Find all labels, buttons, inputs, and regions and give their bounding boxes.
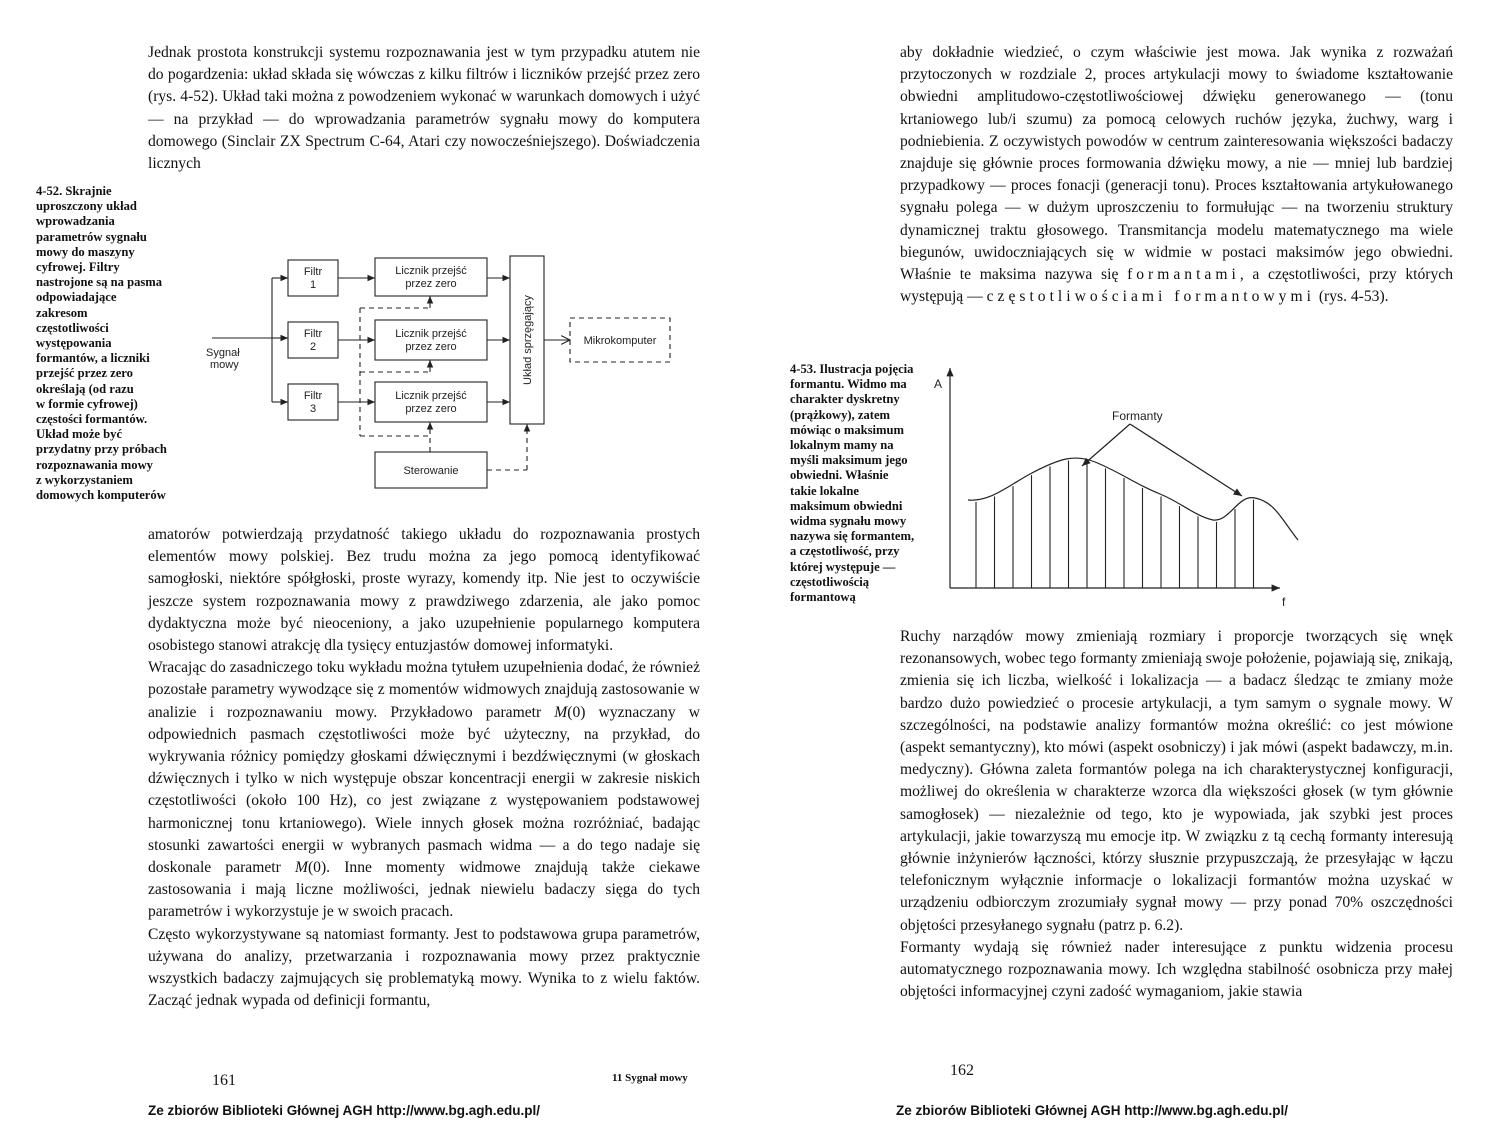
- counter-2-label: Licznik przejść: [395, 328, 467, 340]
- running-head: 11 Sygnał mowy: [612, 1072, 688, 1084]
- page-number-left: 161: [212, 1072, 236, 1089]
- filter-1-label: Filtr: [303, 266, 323, 278]
- right-paragraph-1: aby dokładnie wiedzieć, o czym właściwie jest mowa. Jak wynika z rozważań przytoczonych w rozdziale 2, proces artykulacji mowy to świadome kształtowanie obwiedni amplitudowo-częstotliwościowej dźwięku generowanego — (tonu krtaniowego lub/i szumu) za pomocą celowych ruchów języka, żuchwy, warg i podniebienia. Z oczywistych powodów w centrum zainteresowania większości badaczy znajduje się głównie proces formowania dźwięku mowy, a nie — mniej lub bardziej przypadkowy — proces fonacji (generacji tonu). Proces kształtowania artykułowanego sygnału polega — w dużym uproszczeniu to formułując — na tworzeniu struktury dynamicznej traktu głosowego. Transmitancja modelu matematycznego ma wiele biegunów, uwidoczniających się w widmie w postaci maksimów jego obwiedni. Właśnie te maksima nazywa się formantami, a częstotliwości, przy których występują — częstotliwościami formantowymi (rys. 4-53).: [900, 44, 1453, 306]
- counter-3-box: [375, 382, 487, 422]
- block-diagram-4-52: [200, 248, 690, 498]
- counter-1-box: [375, 258, 487, 296]
- counter-2-box: [375, 320, 487, 360]
- filter-3-label: Filtr: [303, 390, 323, 402]
- filter-1-number: 1: [309, 279, 317, 291]
- right-body-continued: [900, 626, 1453, 1003]
- counter-2-sub: przez zero: [405, 341, 457, 353]
- figure-4-53-caption: 4-53. Ilustracja pojęcia formantu. Widmo ma charakter dyskretny (prążkowy), zatem mówiąc o maksimum lokalnym mamy na myśli maksimum jego obwiedni. Właśnie takie lokalne maksimum obwiedni widma sygnału mowy nazywa się formantem, a częstotliwość, przy której występuje — częstotliwością formantową: [790, 362, 915, 605]
- footer-right: Ze zbiorów Biblioteki Głównej AGH http://www.bg.agh.edu.pl/: [896, 1103, 1288, 1118]
- footer-left: Ze zbiorów Biblioteki Głównej AGH http://www.bg.agh.edu.pl/: [148, 1103, 540, 1118]
- coupler-label: Układ sprzęgający: [522, 295, 534, 385]
- filter-2-number: 2: [309, 341, 317, 353]
- left-paragraph-3: Wracając do zasadniczego toku wykładu można tytułem uzupełnienia dodać, że również pozostałe parametry wywodzące się z momentów widmowych znajdują zastosowanie w analizie i rozpoznawaniu mowy. Przykładowo parametr M(0) wyznaczany w odpowiednich pasmach częstotliwości może być użyteczny, na przykład, do wykrywania różnicy pomiędzy głoskami dźwięcznymi i bezdźwięcznymi (w głoskach dźwięcznych i tylko w nich występuje obszar koncentracji energii w zakresie niskich częstotliwości (około 100 Hz), co jest związane z występowaniem podstawowej harmonicznej tonu krtaniowego). Wiele innych głosek można rozróżniać, badając stosunki zawartości energii w wybranych pasmach widma — a do tego nadaje się doskonale parametr M(0). Inne momenty widmowe znajdują także ciekawe zastosowania i mają liczne możliwości, jednak niewielu badaczy sięga do tych parametrów i wykorzystuje je w swoich pracach.: [148, 659, 700, 921]
- formant-figure-4-53: [930, 362, 1320, 608]
- control-label: Sterowanie: [403, 465, 459, 477]
- computer-label: Mikrokomputer: [583, 335, 657, 347]
- counter-3-sub: przez zero: [405, 403, 457, 415]
- right-paragraph-3: Formanty wydają się również nader interesujące z punktu widzenia procesu automatycznego rozpoznawania mowy. Ich względna stabilność osobnicza przy małej objętości informacyjnej czyni zadość wymaganiom, jakie stawia: [900, 938, 1453, 1001]
- input-label: Sygnał: [206, 347, 240, 359]
- filter-2-label: Filtr: [303, 328, 323, 340]
- filter-3-number: 3: [309, 403, 317, 415]
- left-paragraph-4: Często wykorzystywane są natomiast formanty. Jest to podstawowa grupa parametrów, używana do analizy, przetwarzania i rozpoznawania mowy przez praktycznie wszystkich badaczy zajmujących się problematyką mowy. Wynika to z wielu faktów. Zacząć jednak wypada od definicji formantu,: [148, 925, 700, 1010]
- spectral-lines: [976, 461, 1254, 588]
- page-number-right: 162: [950, 1062, 974, 1079]
- left-paragraph-1: Jednak prostota konstrukcji systemu rozpoznawania jest w tym przypadku atutem nie do pogardzenia: układ składa się wówczas z kilku filtrów i liczników przejść przez zero (rys. 4-52). Układ taki można z powodzeniem wykonać w warunkach domowych i użyć — na przykład — do wprowadzania parametrów sygnału mowy do komputera domowego (Sinclair ZX Spectrum C-64, Atari czy nowocześniejszego). Doświadczenia licznych: [148, 44, 700, 173]
- right-page: [750, 0, 1500, 1127]
- input-label-2: mowy: [210, 359, 239, 371]
- x-axis-label: f: [1282, 595, 1286, 608]
- left-paragraph-2: amatorów potwierdzają przydatność takiego układu do rozpoznawania prostych elementów mowy polskiej. Bez trudu można za jego pomocą identyfikować samogłoski, niektóre spółgłoski, proste wyrazy, komendy itp. Nie jest to oczywiście jeszcze system rozpoznawania mowy z prawdziwego zdarzenia, ale jako pomoc dydaktyczna może być nieoceniony, a jako uzupełnienie popularnego komputera osobistego stanowi atrakcję dla tysięcy entuzjastów domowej informatyki.: [148, 526, 700, 655]
- counter-1-sub: przez zero: [405, 278, 457, 290]
- counter-3-label: Licznik przejść: [395, 390, 467, 402]
- figure-4-52-caption: 4-52. Skrajnie uproszczony układ wprowadzania parametrów sygnału mowy do maszyny cyfrowej. Filtry nastrojone są na pasma odpowiadające zakresom częstotliwości występowania formantów, a liczniki przejść przez zero określają (od razu w formie cyfrowej) częstości formantów. Układ może być przydatny przy próbach rozpoznawania mowy z wykorzystaniem domowych komputerów: [36, 184, 167, 503]
- y-axis-label: A: [934, 377, 943, 391]
- counter-1-label: Licznik przejść: [395, 265, 467, 277]
- spectrum-envelope: [968, 458, 1298, 540]
- left-body-continued: [148, 524, 700, 1012]
- formants-annotation: Formanty: [1112, 409, 1163, 423]
- right-paragraph-2: Ruchy narządów mowy zmieniają rozmiary i proporcje tworzących się wnęk rezonansowych, wobec tego formanty zmieniają swoje położenie, pojawiają się, znikają, zmienia się ich liczba, wielkość i lokalizacja — a badacz śledząc te zmiany może bardzo dużo powiedzieć o procesie artykulacji, a tym samym o sygnale mowy. W szczególności, na podstawie analizy formantów można określić: co jest mówione (aspekt semantyczny), kto mówi (aspekt osobniczy) i jak mówi (aspekt badawczy, m.in. medyczny). Główna zaleta formantów polega na ich charakterystycznej konfiguracji, możliwej do określenia w charakterze wzorca dla większości głosek (w tym głównie samogłosek) — niezależnie od tego, kto je wypowiada, jak szybki jest proces artykulacji, jakie towarzyszą mu emocje itp. W związku z tą cechą formanty interesują głównie inżynierów łączności, którzy słusznie przypuszczają, że przesyłając w łączu telefonicznym wyłącznie informacje o lokalizacji formantów można uzyskać w urządzeniu odbiorczym zrozumiały sygnał mowy — przy ponad 70% oszczędności objętości przesyłanego sygnału (patrz p. 6.2).: [900, 628, 1453, 934]
